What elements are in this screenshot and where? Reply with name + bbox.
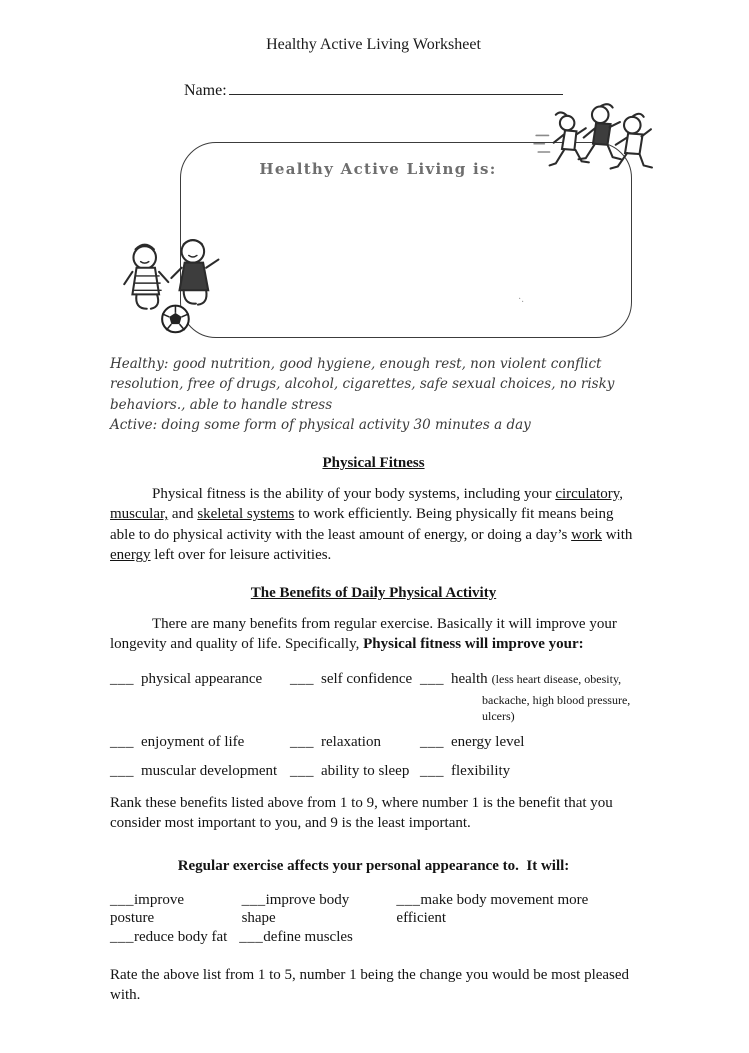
benefit-item <box>110 670 290 725</box>
appearance-label: improve posture <box>110 891 184 927</box>
appearance-row-2 <box>110 928 637 947</box>
benefit-blank[interactable]: ___ <box>290 670 314 687</box>
benefit-label: muscular development <box>141 762 278 779</box>
benefit-blank[interactable]: ___ <box>420 762 444 779</box>
benefit-note: backache, high blood pressure, ulcers) <box>482 693 631 723</box>
benefit-label: energy level <box>451 734 525 751</box>
bold-phrase: Physical fitness will improve your: <box>363 636 584 653</box>
benefits-intro-paragraph <box>110 614 637 655</box>
benefit-label: relaxation <box>321 734 381 751</box>
appearance-blank[interactable]: ___ <box>396 891 421 908</box>
text-segment: and <box>168 506 198 523</box>
text-segment: with <box>601 526 633 543</box>
benefit-blank[interactable]: ___ <box>110 670 134 687</box>
benefit-item <box>290 670 420 725</box>
benefit-label: enjoyment of life <box>141 734 245 751</box>
benefit-blank[interactable]: ___ <box>420 734 444 751</box>
box-heading: Healthy Active Living is: <box>259 160 497 178</box>
benefit-note: (less heart disease, obesity, <box>491 671 622 686</box>
benefit-item <box>420 670 637 725</box>
text-segment: left over for leisure activities. <box>150 546 332 563</box>
benefit-item <box>290 762 420 782</box>
benefit-label: flexibility <box>451 762 511 779</box>
name-blank[interactable] <box>229 78 563 95</box>
running-kids-clipart <box>532 100 654 204</box>
healthy-active-living-box-area <box>110 142 637 344</box>
appearance-blank[interactable]: ___ <box>241 891 266 908</box>
benefit-blank[interactable]: ___ <box>290 762 314 779</box>
benefit-item <box>420 762 637 782</box>
appearance-blank[interactable]: ___ <box>110 891 134 908</box>
appearance-item <box>239 928 353 947</box>
appearance-heading: Regular exercise affects your personal appearance to. It will: <box>177 857 570 874</box>
soccer-ball-icon <box>162 306 189 333</box>
benefit-label: self confidence <box>321 670 413 687</box>
underlined-term: circulatory, muscular, <box>110 486 624 523</box>
benefit-label: physical appearance <box>141 670 263 687</box>
appearance-label: make body movement more efficient <box>396 891 589 927</box>
appearance-row-1 <box>110 891 637 929</box>
benefit-item <box>110 733 290 753</box>
benefit-blank[interactable]: ___ <box>110 734 134 751</box>
appearance-item <box>110 891 230 929</box>
benefits-list <box>110 670 637 782</box>
underlined-term: skeletal systems <box>197 506 295 523</box>
benefit-blank[interactable]: ___ <box>110 762 134 779</box>
scan-artifact-mark: ·. <box>518 294 524 305</box>
active-definition: Active: doing some form of physical activity 30 minutes a day <box>110 416 531 433</box>
benefit-blank[interactable]: ___ <box>420 670 444 687</box>
appearance-item <box>110 928 227 947</box>
benefit-label: ability to sleep <box>321 762 410 779</box>
benefit-item <box>290 733 420 753</box>
appearance-label: reduce body fat <box>134 929 228 946</box>
rank-instruction: Rank these benefits listed above from 1 to 9, where number 1 is the benefit that you consider most important to you, and 9 is the least important. <box>110 795 613 832</box>
benefit-blank[interactable]: ___ <box>290 734 314 751</box>
text-segment: Physical fitness is the ability of your body systems, including your <box>152 486 556 502</box>
underlined-term: work <box>571 526 602 543</box>
rate-instruction: Rate the above list from 1 to 5, number 1 being the change you would be most pleased with. <box>110 966 630 1004</box>
name-row <box>184 78 637 100</box>
appearance-label: improve body shape <box>241 891 350 927</box>
appearance-blank[interactable]: ___ <box>239 929 264 946</box>
physical-fitness-heading: Physical Fitness <box>322 455 425 471</box>
name-label: Name: <box>184 82 227 99</box>
appearance-blank[interactable]: ___ <box>110 929 134 946</box>
benefit-item <box>110 762 290 782</box>
page-title: Healthy Active Living Worksheet <box>266 36 481 53</box>
definitions-block <box>110 354 637 435</box>
underlined-term: energy <box>110 546 151 563</box>
appearance-item <box>396 891 637 929</box>
benefit-item <box>420 733 637 753</box>
benefit-label: health <box>451 670 488 687</box>
sitting-kids-soccer-clipart <box>114 220 242 336</box>
text-segment: to work efficiently. Being physically fit means being able to do physical activity with the least amount of energy, or doing a day’s <box>110 506 614 543</box>
text-segment: There are many benefits from regular exercise. Basically it will improve your longevity and quality of life. Specifically, <box>110 616 617 653</box>
healthy-definition: Healthy: good nutrition, good hygiene, enough rest, non violent conflict resolution, free of drugs, alcohol, cigarettes, safe sexual choices, no risky behaviors., able to handle stress <box>110 356 615 413</box>
appearance-item <box>242 891 385 929</box>
physical-fitness-paragraph <box>110 484 637 565</box>
appearance-label: define muscles <box>263 929 353 946</box>
benefits-heading: The Benefits of Daily Physical Activity <box>250 585 497 601</box>
